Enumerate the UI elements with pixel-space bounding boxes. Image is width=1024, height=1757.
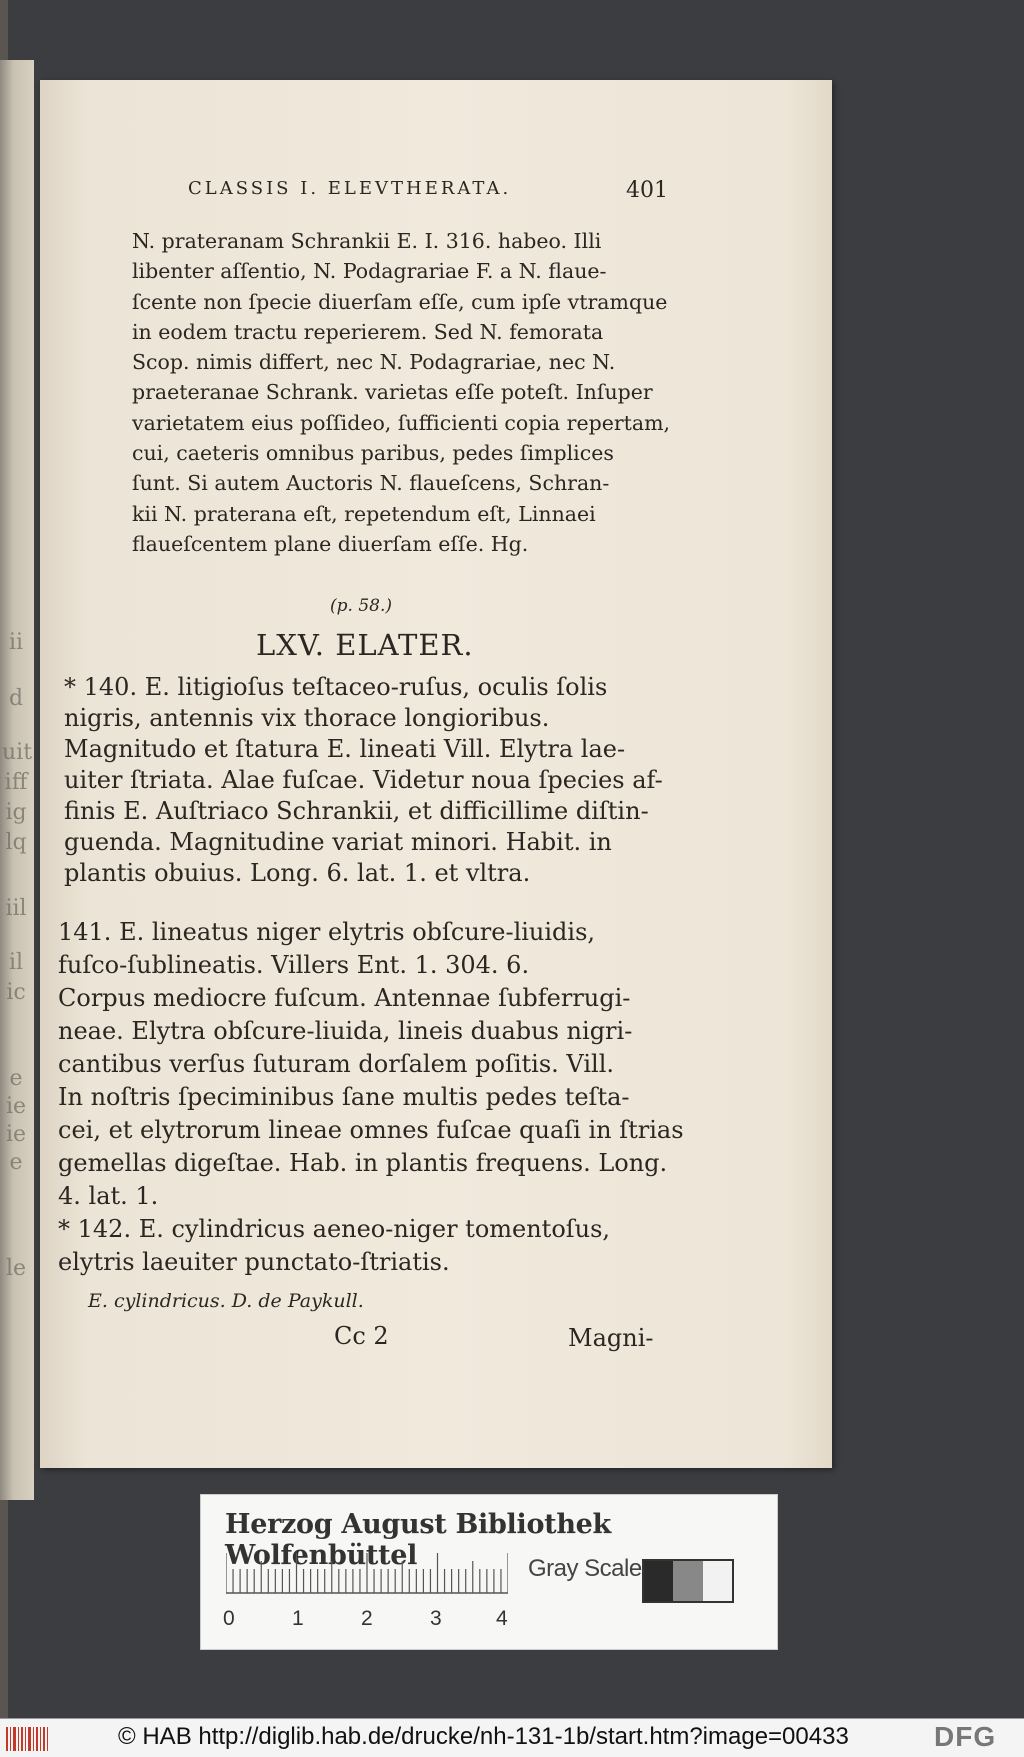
- text-line: Magnitudo et ſtatura E. lineati Vill. Elytra lae-: [64, 735, 626, 763]
- text-line: finis E. Auſtriaco Schrankii, et difficillime diſtin-: [64, 797, 649, 825]
- bleed-text: e: [9, 1150, 23, 1175]
- bleed-text: uit: [2, 740, 33, 765]
- running-head: CLASSIS I. ELEVTHERATA.: [188, 178, 512, 199]
- text-line: cantibus verſus ſuturam dorſalem poſitis. Vill.: [58, 1050, 614, 1078]
- text-line: cei, et elytrorum lineae omnes fuſcae quaſi in ſtrias: [58, 1116, 684, 1144]
- text-line: * 140. E. litigioſus teſtaceo-ruſus, oculis ſolis: [64, 673, 608, 701]
- facing-page-edge: [0, 60, 34, 1500]
- catchword: Magni-: [568, 1324, 654, 1352]
- text-line: libenter aſſentio, N. Podagrariae F. a N. flaue-: [132, 259, 607, 284]
- text-line: varietatem eius poſſideo, ſufficienti copia repertam,: [132, 410, 671, 435]
- text-line: neae. Elytra obſcure-liuida, lineis duabus nigri-: [58, 1017, 633, 1045]
- bleed-text: ic: [6, 980, 26, 1005]
- text-line: plantis obuius. Long. 6. lat. 1. et vltra.: [64, 859, 531, 887]
- paragraph-species-140: [64, 672, 663, 889]
- text-line: kii N. praterana eſt, repetendum eſt, Linnaei: [132, 501, 596, 526]
- bleed-text: e: [9, 1066, 23, 1091]
- bleed-text: lq: [5, 830, 27, 855]
- ruler-number: 2: [361, 1607, 373, 1630]
- ruler-number: 3: [430, 1607, 442, 1630]
- library-name: Herzog August Bibliothek Wolfenbüttel: [225, 1509, 611, 1571]
- text-line: gemellas digeſtae. Hab. in plantis frequens. Long.: [58, 1149, 668, 1177]
- synonym-line: E. cylindricus. D. de Paykull.: [88, 1290, 364, 1312]
- source-url[interactable]: © HAB http://diglib.hab.de/drucke/nh-131-1b/start.htm?image=00433: [118, 1723, 849, 1750]
- gray-swatch-dark: [644, 1561, 673, 1601]
- text-line: ſunt. Si autem Auctoris N. flaueſcens, Schran-: [132, 471, 610, 496]
- text-line: cui, caeteris omnibus paribus, pedes ſimplices: [132, 441, 614, 466]
- text-line: 141. E. lineatus niger elytris obſcure-liuidis,: [58, 918, 596, 946]
- text-line: guenda. Magnitudine variat minori. Habit. in: [64, 828, 612, 856]
- text-line: elytris laeuiter punctato-ſtriatis.: [58, 1248, 450, 1276]
- bleed-text: d: [8, 686, 24, 711]
- bleed-text: ig: [5, 800, 27, 825]
- ruler-number: 4: [496, 1607, 508, 1630]
- bleed-text: ie: [5, 1094, 27, 1119]
- bleed-text: ie: [5, 1122, 27, 1147]
- text-line: 4. lat. 1.: [58, 1182, 159, 1210]
- text-line: N. prateranam Schrankii E. I. 316. habeo. Illi: [132, 229, 602, 253]
- paragraph-species-141-142: [58, 916, 684, 1279]
- page-reference: (p. 58.): [330, 596, 392, 616]
- footer-bar: [0, 1718, 1024, 1757]
- text-line: Corpus mediocre fuſcum. Antennae ſubferrugi-: [58, 984, 631, 1012]
- bleed-text: ii: [8, 630, 24, 655]
- gray-scale-label: Gray Scale: [528, 1555, 642, 1582]
- signature-mark: Cc 2: [334, 1322, 389, 1350]
- text-line: praeteranae Schrank. varietas eſſe poteſt. Inſuper: [132, 380, 653, 405]
- gray-scale-swatches: [642, 1559, 734, 1603]
- text-line: nigris, antennis vix thorace longioribus.: [64, 704, 550, 732]
- bleed-text: iil: [5, 896, 27, 921]
- text-line: Scop. nimis differt, nec N. Podagrariae, nec N.: [132, 350, 616, 375]
- text-line: in eodem tractu reperierem. Sed N. femorata: [132, 319, 604, 344]
- bleed-text: il: [8, 950, 24, 975]
- barcode-icon: [6, 1727, 48, 1751]
- text-line: * 142. E. cylindricus aeneo-niger tomentoſus,: [58, 1215, 611, 1243]
- gray-swatch-light: [703, 1561, 732, 1601]
- bleed-text: iff: [4, 770, 28, 795]
- section-title: LXV. ELATER.: [256, 628, 474, 662]
- ruler-number: 1: [292, 1607, 304, 1630]
- bleed-text: le: [5, 1256, 27, 1281]
- text-line: uiter ſtriata. Alae fuſcae. Videtur noua ſpecies af-: [64, 766, 663, 794]
- text-line: fuſco-ſublineatis. Villers Ent. 1. 304. 6.: [58, 951, 530, 979]
- text-line: ſcente non ſpecie diuerſam eſſe, cum ipſe vtramque: [132, 289, 668, 314]
- dfg-logo: DFG: [934, 1721, 997, 1752]
- text-line: flaueſcentem plane diuerſam eſſe. Hg.: [132, 531, 529, 556]
- gray-swatch-mid: [673, 1561, 702, 1601]
- paragraph-1: [132, 226, 670, 559]
- ruler-number: 0: [223, 1607, 235, 1630]
- text-line: In noſtris ſpeciminibus ſane multis pedes teſta-: [58, 1083, 630, 1111]
- color-calibration-card: [200, 1494, 778, 1650]
- page-number: 401: [626, 178, 668, 203]
- ruler-scale: [226, 1553, 508, 1603]
